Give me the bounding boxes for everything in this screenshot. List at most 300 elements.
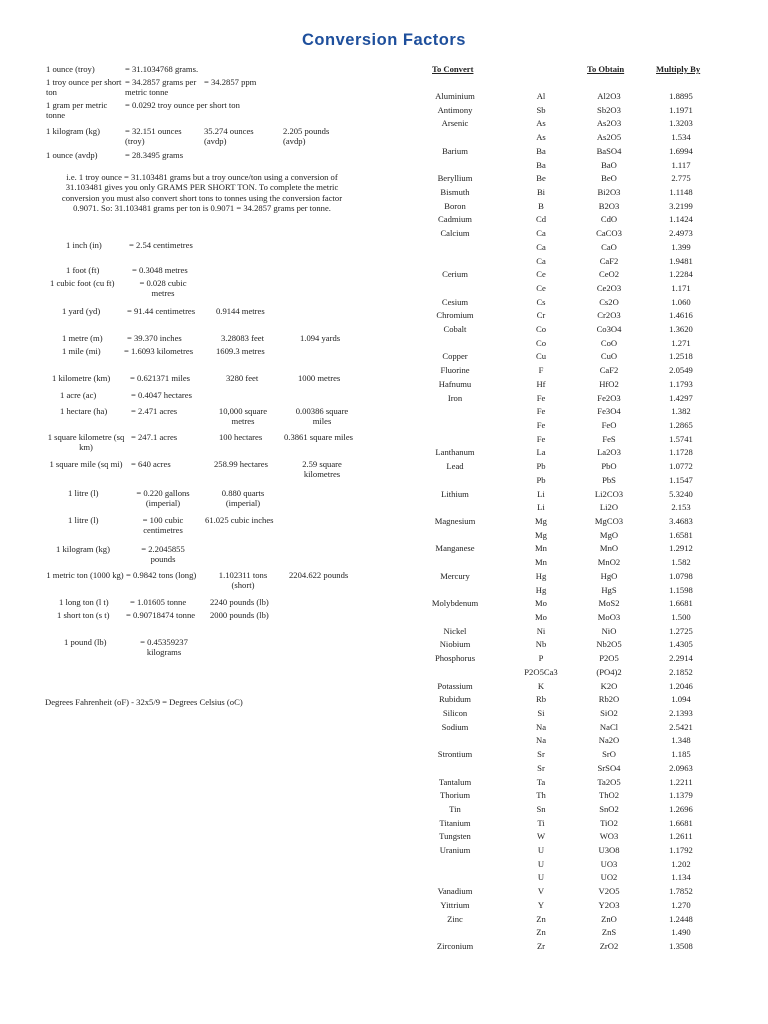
element-name: Thorium <box>439 790 471 801</box>
table-row <box>420 420 768 432</box>
conv-value: = 28.3495 grams <box>125 150 184 160</box>
conv-value: 61.025 cubic inches <box>205 515 274 525</box>
element-symbol: Co <box>535 324 547 335</box>
conv-label: 1 hectare (ha) <box>60 406 108 416</box>
multiplier: 2.4973 <box>669 228 693 239</box>
element-name: Rubidum <box>439 694 471 705</box>
table-row <box>420 201 768 213</box>
compound-formula: CeO2 <box>598 269 620 280</box>
multiplier: 1.4297 <box>669 392 693 403</box>
conv-value: = 247.1 acres <box>131 432 178 442</box>
multiplier: 1.534 <box>671 132 691 143</box>
conv-value: = 0.90718474 tonne <box>126 610 196 620</box>
multiplier: 1.2611 <box>669 831 693 842</box>
multiplier: 2.0549 <box>669 365 693 376</box>
table-row <box>420 941 768 953</box>
compound-formula: SnO2 <box>599 803 619 814</box>
compound-formula: NaCl <box>599 721 619 732</box>
element-name: Arsenic <box>441 118 469 129</box>
temperature-formula: Degrees Fahrenheit (oF) - 32x5/9 = Degrees Celsius (oC) <box>45 697 243 707</box>
table-row <box>420 283 768 295</box>
element-symbol: Hf <box>536 378 546 389</box>
compound-formula: SrSO4 <box>597 762 621 773</box>
conv-value: = 0.621371 miles <box>130 373 190 383</box>
table-row <box>420 722 768 734</box>
element-symbol: W <box>536 831 546 842</box>
multiplier: 1.1379 <box>669 790 693 801</box>
conv-label: 1 ounce (avdp) <box>46 150 98 160</box>
table-row <box>420 146 768 158</box>
table-row <box>420 708 768 720</box>
conv-label: 1 yard (yd) <box>62 306 101 316</box>
multiplier: 2.2914 <box>669 653 693 664</box>
table-row <box>420 667 768 679</box>
multiplier: 1.2284 <box>669 269 693 280</box>
element-symbol: Ca <box>536 255 546 266</box>
element-name: Cesium <box>441 296 469 307</box>
table-row <box>420 763 768 775</box>
multiplier: 1.1424 <box>669 214 693 225</box>
compound-formula: BaSO4 <box>596 145 622 156</box>
compound-formula: ThO2 <box>598 790 620 801</box>
compound-formula: Rb2O <box>598 694 620 705</box>
element-symbol: Y <box>537 899 545 910</box>
conv-label: 1 kilogram (kg) <box>46 126 100 136</box>
conv-value: = 2.2045855 pounds <box>141 544 185 565</box>
conv-value: 3280 feet <box>226 373 259 383</box>
compound-formula: Cr2O3 <box>597 310 621 321</box>
table-row <box>420 160 768 172</box>
multiplier: 1.8895 <box>669 91 693 101</box>
conv-value: 0.9144 metres <box>216 306 265 316</box>
element-symbol: Sr <box>537 762 545 773</box>
table-row <box>420 681 768 693</box>
table-row <box>420 310 768 322</box>
compound-formula: PbO <box>601 461 617 472</box>
multiplier: 2.1852 <box>669 666 693 677</box>
conv-label: 1 long ton (l t) <box>59 597 109 607</box>
conv-label: 1 troy ounce per short ton <box>46 77 122 98</box>
multiplier: 1.6581 <box>669 529 693 540</box>
element-symbol: K <box>537 680 545 691</box>
compound-formula: TiO2 <box>600 817 618 828</box>
element-name: Tungsten <box>439 831 471 842</box>
multiplier: 1.1148 <box>669 186 693 197</box>
conv-value: = 0.3048 metres <box>132 265 188 275</box>
element-symbol: Mg <box>535 516 547 526</box>
multiplier: 1.2211 <box>669 776 693 787</box>
compound-formula: MgO <box>599 529 619 540</box>
element-symbol: Ca <box>536 241 546 252</box>
multiplier: 1.6994 <box>669 145 693 156</box>
conv-value: = 0.220 gallons (imperial) <box>136 488 190 509</box>
table-row <box>420 228 768 240</box>
element-symbol: Pb <box>536 474 546 485</box>
element-name: Lead <box>446 461 464 472</box>
table-row <box>420 434 768 446</box>
multiplier: 1.270 <box>671 899 691 910</box>
multiplier: 1.0772 <box>669 461 693 472</box>
multiplier: 2.153 <box>671 502 691 513</box>
conv-label: 1 acre (ac) <box>60 390 97 400</box>
element-symbol: V <box>537 886 545 897</box>
element-symbol: Ba <box>536 159 546 170</box>
table-row <box>420 612 768 624</box>
conv-value: = 0.4047 hectares <box>131 390 192 400</box>
compound-formula: CaCO3 <box>596 228 622 239</box>
element-symbol: B <box>538 200 544 211</box>
table-row <box>420 242 768 254</box>
compound-formula: CaO <box>601 241 617 252</box>
element-symbol: U <box>537 845 545 856</box>
element-symbol: Sr <box>537 749 545 760</box>
element-symbol: Fe <box>536 420 546 431</box>
compound-formula: Nb2O5 <box>596 639 622 650</box>
multiplier: 1.117 <box>671 159 691 170</box>
compound-formula: BeO <box>601 173 617 184</box>
table-row <box>420 91 768 103</box>
conv-label: 1 metric ton (1000 kg) <box>46 570 124 580</box>
element-name: Lanthanum <box>435 447 475 458</box>
element-symbol: Ce <box>536 282 546 293</box>
compound-formula: Ce2O3 <box>596 282 622 293</box>
table-row <box>420 859 768 871</box>
table-row <box>420 393 768 405</box>
conv-value: = 640 acres <box>131 459 171 469</box>
conv-value: 1.102311 tons (short) <box>218 570 268 591</box>
element-symbol: Zr <box>536 941 546 952</box>
multiplier: 3.2199 <box>669 200 693 211</box>
element-name: Potassium <box>437 680 473 691</box>
multiplier: 1.490 <box>671 927 691 938</box>
multiplier: 3.4683 <box>669 516 693 526</box>
conv-value: 1.094 yards <box>300 333 341 343</box>
conv-value: = 2.54 centimetres <box>129 240 193 250</box>
element-name: Tantalum <box>438 776 472 787</box>
element-name: Phosphorus <box>434 653 476 664</box>
multiplier: 1.1598 <box>669 584 693 595</box>
multiplier: 1.582 <box>671 557 691 568</box>
conv-value: 1000 metres <box>298 373 341 383</box>
compound-formula: ZnO <box>601 913 617 924</box>
table-row <box>420 694 768 706</box>
compound-formula: ZnS <box>601 927 617 938</box>
compound-formula: La2O3 <box>597 447 621 458</box>
table-row <box>420 927 768 939</box>
multiplier: 1.2725 <box>669 625 693 636</box>
conv-value: 2.205 pounds (avdp) <box>283 126 330 147</box>
multiplier: 1.3508 <box>669 941 693 952</box>
compound-formula: Ta2O5 <box>597 776 621 787</box>
conv-value: = 0.9842 tons (long) <box>126 570 197 580</box>
conv-value: 258.99 hectares <box>214 459 268 469</box>
troy-note: i.e. 1 troy ounce = 31.103481 grams but a troy ounce/ton using a conversion of 31.103481 gives you only GRAMS PER SHORT TON. To complete the metric conversion you must also convert short tons to tonnes using the conversion factor 0.9071. So: 31.103481 grams per ton is 0.9071 = 34.2857 grams per tonne. <box>61 172 343 214</box>
compound-formula: P2O5 <box>599 653 619 664</box>
element-name: Hafnumu <box>438 378 472 389</box>
element-name: Cobalt <box>443 324 467 335</box>
compound-formula: FeO <box>601 420 617 431</box>
conv-value: = 2.471 acres <box>131 406 178 416</box>
compound-formula: As2O3 <box>596 118 622 129</box>
element-symbol: As <box>536 118 546 129</box>
conv-value: = 34.2857 ppm <box>204 77 257 87</box>
multiplier: 1.134 <box>671 872 691 883</box>
element-symbol: Fe <box>536 433 546 444</box>
table-row <box>420 214 768 226</box>
element-name: Aluminium <box>435 91 475 101</box>
element-symbol: Ce <box>536 269 546 280</box>
compound-formula: CaF2 <box>599 365 619 376</box>
element-symbol: Cs <box>536 296 546 307</box>
compound-formula: HfO2 <box>599 378 619 389</box>
compound-formula: U3O8 <box>598 845 620 856</box>
element-name: Iron <box>447 392 463 403</box>
multiplier: 1.5741 <box>669 433 693 444</box>
compound-formula: BaO <box>601 159 617 170</box>
table-row <box>420 598 768 610</box>
table-row <box>420 900 768 912</box>
element-symbol: Bi <box>536 186 546 197</box>
compound-formula: Li2CO3 <box>594 488 624 499</box>
conv-label: 1 gram per metric tonne <box>46 100 108 121</box>
multiplier: 1.382 <box>671 406 691 417</box>
header-multiply-by: Multiply By <box>656 64 701 74</box>
element-symbol: P2O5Ca3 <box>524 666 558 677</box>
table-row <box>420 365 768 377</box>
conv-label: 1 kilometre (km) <box>52 373 111 383</box>
multiplier: 1.185 <box>671 749 691 760</box>
multiplier: 1.171 <box>671 282 691 293</box>
element-symbol: Al <box>536 91 546 101</box>
conv-value: 0.3861 square miles <box>284 432 353 442</box>
table-row <box>420 516 768 528</box>
compound-formula: PbS <box>602 474 616 485</box>
multiplier: 1.0798 <box>669 570 693 581</box>
compound-formula: Y2O3 <box>598 899 620 910</box>
conv-label: 1 metre (m) <box>62 333 103 343</box>
compound-formula: UO3 <box>600 858 618 869</box>
conv-value: 10,000 square metres <box>218 406 268 427</box>
element-symbol: Ta <box>536 776 546 787</box>
compound-formula: CdO <box>600 214 618 225</box>
element-name: Lithium <box>441 488 469 499</box>
multiplier: 1.2912 <box>669 543 693 554</box>
multiplier: 1.348 <box>671 735 691 746</box>
table-row <box>420 447 768 459</box>
conv-label: 1 short ton (s t) <box>57 610 110 620</box>
element-symbol: Fe <box>536 406 546 417</box>
element-symbol: Ti <box>537 817 545 828</box>
conv-label: 1 cubic foot (cu ft) <box>50 278 115 288</box>
multiplier: 1.060 <box>671 296 691 307</box>
compound-formula: Fe2O3 <box>597 392 621 403</box>
multiplier: 1.3620 <box>669 324 693 335</box>
compound-formula: NiO <box>601 625 617 636</box>
element-name: Vanadium <box>437 886 473 897</box>
table-row <box>420 831 768 843</box>
element-name: Sodium <box>441 721 469 732</box>
element-name: Chromium <box>436 310 474 321</box>
table-row <box>420 324 768 336</box>
conv-value: = 91.44 centimetres <box>127 306 196 316</box>
table-row <box>420 790 768 802</box>
compound-formula: UO2 <box>600 872 618 883</box>
element-name: Tin <box>449 803 461 814</box>
multiplier: 1.7852 <box>669 886 693 897</box>
element-symbol: Ba <box>536 145 546 156</box>
table-row <box>420 338 768 350</box>
table-row <box>420 118 768 130</box>
table-row <box>420 132 768 144</box>
conv-label: 1 litre (l) <box>68 488 99 498</box>
element-symbol: Si <box>537 707 545 718</box>
table-row <box>420 269 768 281</box>
conv-value: = 0.0292 troy ounce per short ton <box>125 100 240 110</box>
element-symbol: Sn <box>536 803 546 814</box>
table-row <box>420 749 768 761</box>
table-row <box>420 653 768 665</box>
element-name: Nickel <box>443 625 467 636</box>
compound-formula: As2O5 <box>596 132 622 143</box>
element-name: Cerium <box>442 269 468 280</box>
conv-value: = 39.370 inches <box>127 333 182 343</box>
element-name: Beryllium <box>437 173 473 184</box>
element-name: Copper <box>442 351 468 362</box>
compound-formula: MoS2 <box>598 598 620 609</box>
conv-value: 2.59 square kilometres <box>302 459 342 480</box>
multiplier: 1.2865 <box>669 420 693 431</box>
element-name: Silicon <box>442 707 468 718</box>
compound-formula: SrO <box>602 749 616 760</box>
table-row <box>420 489 768 501</box>
conv-label: 1 foot (ft) <box>66 265 100 275</box>
conv-label: 1 pound (lb) <box>64 637 107 647</box>
table-row <box>420 804 768 816</box>
conv-value: 2240 pounds (lb) <box>210 597 269 607</box>
multiplier: 1.1547 <box>669 474 693 485</box>
table-row <box>420 845 768 857</box>
conv-value: = 1.01605 tonne <box>130 597 187 607</box>
table-row <box>420 872 768 884</box>
table-row <box>420 297 768 309</box>
element-symbol: Ca <box>536 228 546 239</box>
element-symbol: U <box>537 858 545 869</box>
conv-value: = 32.151 ounces (troy) <box>125 126 182 147</box>
conv-value: 100 hectares <box>219 432 263 442</box>
table-row <box>420 886 768 898</box>
oxide-conversion-table <box>420 0 768 1024</box>
element-symbol: Li <box>537 502 545 513</box>
element-name: Bismuth <box>440 186 470 197</box>
table-row <box>420 105 768 117</box>
compound-formula: CaF2 <box>599 255 619 266</box>
multiplier: 1.399 <box>671 241 691 252</box>
element-symbol: P <box>538 653 544 664</box>
element-symbol: Zn <box>536 927 546 938</box>
element-symbol: U <box>537 872 545 883</box>
conv-value: = 31.1034768 grams. <box>125 64 199 74</box>
compound-formula: Li2O <box>599 502 619 513</box>
conv-label: 1 mile (mi) <box>62 346 101 356</box>
compound-formula: Bi2O3 <box>597 186 621 197</box>
conv-label: 1 kilogram (kg) <box>56 544 110 554</box>
compound-formula: B2O3 <box>598 200 620 211</box>
element-name: Zinc <box>447 913 463 924</box>
compound-formula: WO3 <box>599 831 619 842</box>
compound-formula: Co3O4 <box>596 324 622 335</box>
table-row <box>420 585 768 597</box>
table-row <box>420 530 768 542</box>
element-name: Strontium <box>437 749 473 760</box>
multiplier: 1.3203 <box>669 118 693 129</box>
element-symbol: Cd <box>535 214 547 225</box>
multiplier: 2.5421 <box>669 721 693 732</box>
multiplier: 1.4616 <box>669 310 693 321</box>
table-row <box>420 475 768 487</box>
compound-formula: MgCO3 <box>594 516 624 526</box>
table-row <box>420 173 768 185</box>
table-row <box>420 914 768 926</box>
table-row <box>420 735 768 747</box>
element-name: Yittrium <box>440 899 470 910</box>
multiplier: 1.1728 <box>669 447 693 458</box>
conv-value: = 100 cubic centimetres <box>142 515 184 536</box>
multiplier: 1.1793 <box>669 378 693 389</box>
element-symbol: Mg <box>535 529 547 540</box>
table-row <box>420 557 768 569</box>
page-title: Conversion Factors <box>302 31 466 49</box>
conv-value: = 34.2857 grams per metric tonne <box>125 77 197 98</box>
element-symbol: Nb <box>535 639 547 650</box>
header-to-obtain: To Obtain <box>587 64 625 74</box>
conv-value: = 0.45359237 kilograms <box>140 637 188 658</box>
multiplier: 1.094 <box>671 694 691 705</box>
element-symbol: Mn <box>535 543 547 554</box>
table-row <box>420 187 768 199</box>
conv-value: 0.880 quarts (imperial) <box>221 488 265 509</box>
element-symbol: Pb <box>536 461 546 472</box>
element-name: Uranium <box>439 845 471 856</box>
conv-value: 0.00386 square miles <box>295 406 349 427</box>
conv-value: 2000 pounds (lb) <box>210 610 269 620</box>
multiplier: 1.2696 <box>669 803 693 814</box>
table-row <box>420 351 768 363</box>
element-symbol: Li <box>537 488 545 499</box>
table-row <box>420 406 768 418</box>
table-row <box>420 543 768 555</box>
multiplier: 1.500 <box>671 611 691 622</box>
element-symbol: Ni <box>536 625 546 636</box>
element-name: Titanium <box>439 817 471 828</box>
element-symbol: Fe <box>536 392 546 403</box>
element-name: Fluorine <box>440 365 470 376</box>
multiplier: 1.1792 <box>669 845 693 856</box>
multiplier: 1.202 <box>671 858 691 869</box>
multiplier: 1.4305 <box>669 639 693 650</box>
element-name: Manganese <box>435 543 475 554</box>
element-symbol: Mn <box>535 557 547 568</box>
element-symbol: As <box>536 132 546 143</box>
multiplier: 1.9481 <box>669 255 693 266</box>
header-to-convert: To Convert <box>432 64 474 74</box>
compound-formula: Al2O3 <box>597 91 621 101</box>
compound-formula: CuO <box>600 351 618 362</box>
multiplier: 2.1393 <box>669 707 693 718</box>
multiplier: 1.2046 <box>669 680 693 691</box>
compound-formula: Fe3O4 <box>597 406 621 417</box>
table-row <box>420 379 768 391</box>
table-row <box>420 256 768 268</box>
